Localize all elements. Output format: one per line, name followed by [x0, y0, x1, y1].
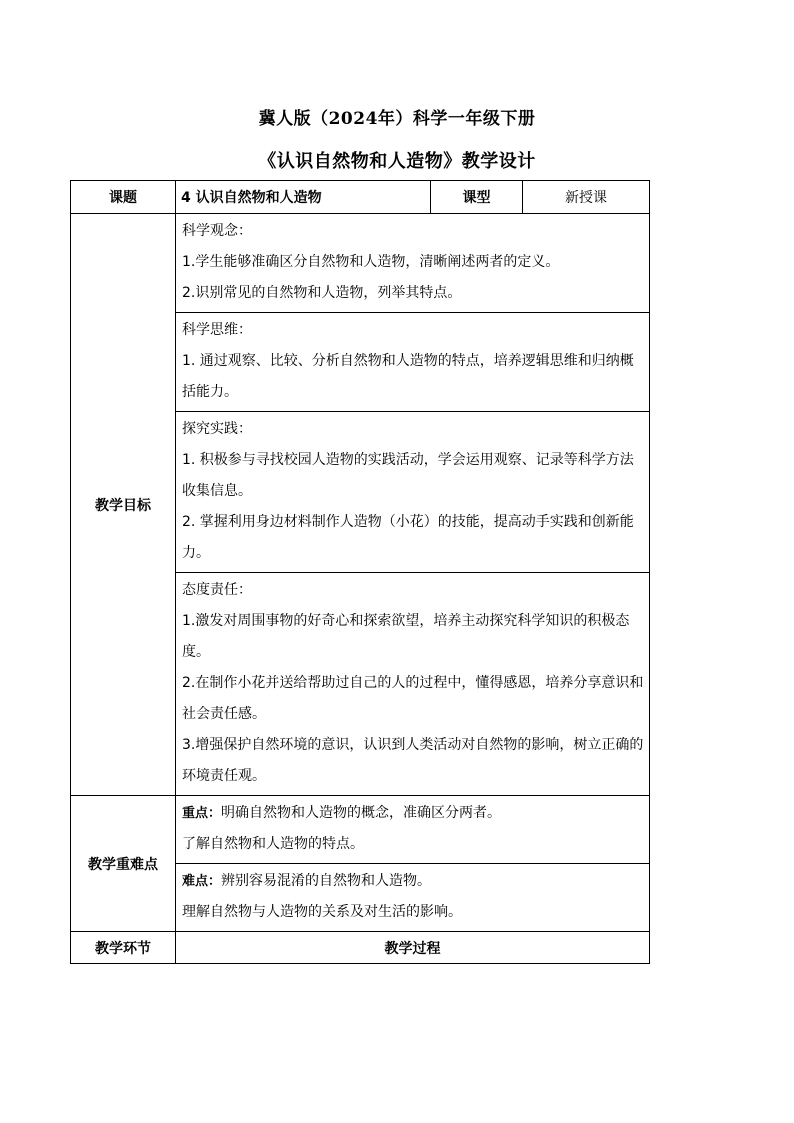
difficulty-extra: 理解自然物与人造物的关系及对生活的影响。 — [182, 904, 462, 920]
concept-block — [176, 214, 649, 312]
practice-item: 2. 掌握利用身边材料制作人造物（小花）的技能，提高动手实践和创新能力。 — [182, 514, 634, 561]
thinking-item: 1. 通过观察、比较、分析自然物和人造物的特点，培养逻辑思维和归纳概括能力。 — [182, 353, 634, 400]
focus-extra: 了解自然物和人造物的特点。 — [182, 836, 364, 852]
attitude-heading: 态度责任： — [182, 582, 252, 598]
thinking-heading: 科学思维： — [182, 322, 252, 338]
type-label: 课型 — [431, 181, 523, 214]
difficulty-block — [176, 864, 649, 931]
practice-block — [176, 412, 649, 572]
objective-concept-row — [71, 214, 650, 313]
lesson-plan-table — [70, 180, 650, 964]
concept-heading: 科学观念： — [182, 223, 252, 239]
topic-value: 4 认识自然物和人造物 — [176, 181, 431, 214]
concept-item: 2.识别常见的自然物和人造物，列举其特点。 — [182, 285, 462, 301]
concept-item: 1.学生能够准确区分自然物和人造物，清晰阐述两者的定义。 — [182, 254, 560, 270]
focus-text: 明确自然物和人造物的概念，准确区分两者。 — [221, 805, 502, 821]
topic-row — [71, 181, 650, 214]
attitude-item: 2.在制作小花并送给帮助过自己的人的过程中，懂得感恩，培养分享意识和社会责任感。 — [182, 675, 644, 722]
key-point-row — [71, 796, 650, 864]
thinking-block — [176, 313, 649, 411]
difficulty-text: 辨别容易混淆的自然物和人造物。 — [221, 873, 432, 889]
type-value: 新授课 — [523, 181, 650, 214]
document-title-line1: 冀人版（2024年）科学一年级下册 — [258, 109, 536, 129]
attitude-item: 1.激发对周围事物的好奇心和探索欲望，培养主动探究科学知识的积极态度。 — [182, 613, 630, 660]
stage-label: 教学环节 — [71, 932, 176, 964]
objectives-label: 教学目标 — [71, 214, 176, 796]
attitude-item: 3.增强保护自然环境的意识，认识到人类活动对自然物的影响，树立正确的环境责任观。 — [182, 737, 644, 784]
focus-block — [176, 796, 649, 863]
process-header-row — [71, 932, 650, 964]
practice-item: 1. 积极参与寻找校园人造物的实践活动，学会运用观察、记录等科学方法收集信息。 — [182, 452, 634, 499]
process-label: 教学过程 — [176, 932, 650, 964]
attitude-block — [176, 573, 649, 795]
key-points-label: 教学重难点 — [71, 796, 176, 932]
difficulty-label: 难点： — [182, 874, 222, 889]
focus-label: 重点： — [182, 806, 222, 821]
practice-heading: 探究实践： — [182, 421, 252, 437]
topic-label: 课题 — [71, 181, 176, 214]
document-title-line2: 《认识自然物和人造物》教学设计 — [258, 151, 536, 172]
